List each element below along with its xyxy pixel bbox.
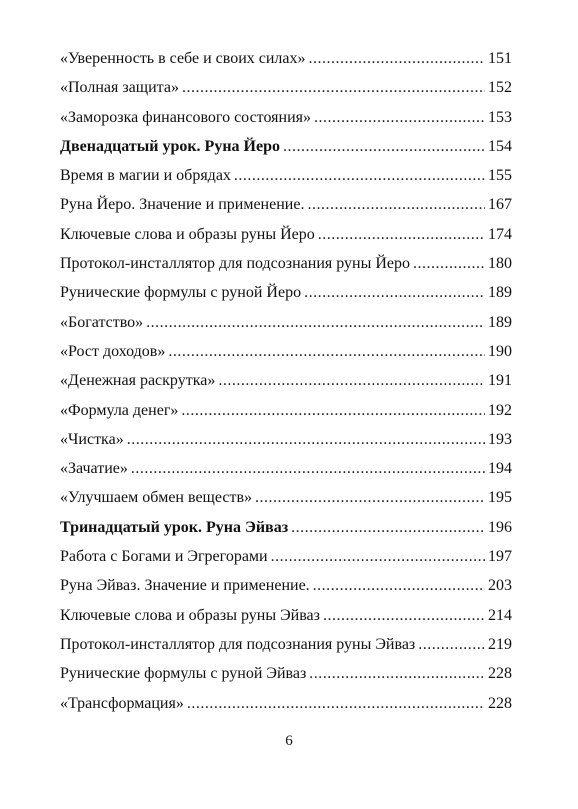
toc-entry-title: Работа с Богами и Эгрегорами	[60, 548, 268, 566]
toc-entry-page: 154	[488, 137, 512, 155]
toc-entry-title: «Заморозка финансового состояния»	[60, 108, 311, 126]
toc-chapter-entry[interactable]	[60, 132, 512, 161]
toc-dot-leader	[283, 132, 485, 161]
toc-entry[interactable]	[60, 571, 512, 600]
toc-entry-title: «Улучшаем обмен веществ»	[60, 489, 253, 507]
toc-dot-leader	[168, 337, 485, 366]
toc-dot-leader	[304, 278, 485, 307]
toc-dot-leader	[313, 571, 485, 600]
toc-entry[interactable]	[60, 278, 512, 307]
toc-dot-leader	[291, 513, 485, 542]
toc-entry-page: 203	[488, 577, 512, 595]
toc-entry[interactable]	[60, 396, 512, 425]
toc-entry-title: «Зачатие»	[60, 460, 128, 478]
toc-entry-title: Ключевые слова и образы руны Йеро	[60, 225, 315, 243]
toc-entry-title: «Формула денег»	[60, 401, 179, 419]
toc-entry-page: 196	[488, 518, 512, 536]
toc-dot-leader	[181, 396, 485, 425]
toc-dot-leader	[271, 542, 485, 571]
toc-entry-page: 153	[488, 108, 512, 126]
toc-entry-page: 194	[488, 460, 512, 478]
page-number: 6	[285, 733, 293, 749]
toc-dot-leader	[323, 601, 485, 630]
toc-chapter-title: Тринадцатый урок. Руна Эйваз	[60, 518, 289, 536]
toc-entry-page: 174	[488, 225, 512, 243]
toc-entry-page: 167	[488, 196, 512, 214]
toc-entry-title: «Трансформация»	[60, 694, 184, 712]
toc-entry-title: «Уверенность в себе и своих силах»	[60, 50, 306, 67]
toc-entry-page: 197	[488, 548, 512, 566]
toc-dot-leader	[234, 161, 485, 190]
toc-entry-title: Протокол-инсталлятор для подсознания руны Йеро	[60, 255, 411, 273]
toc-entry-page: 152	[488, 79, 512, 97]
toc-entry-page: 189	[488, 284, 512, 302]
toc-entry-page: 228	[488, 694, 512, 712]
toc-entry-page: 180	[488, 255, 512, 273]
toc-entry-title: Протокол-инсталлятор для подсознания руны Эйваз	[60, 635, 416, 653]
toc-entry[interactable]	[60, 190, 512, 219]
toc-entry[interactable]	[60, 425, 512, 454]
table-of-contents	[60, 44, 512, 718]
toc-entry[interactable]	[60, 73, 512, 102]
toc-dot-leader	[309, 659, 485, 688]
toc-entry[interactable]	[60, 337, 512, 366]
toc-dot-leader	[314, 103, 485, 132]
toc-dot-leader	[131, 454, 485, 483]
toc-entry-title: Время в магии и обрядах	[60, 167, 231, 185]
toc-dot-leader	[182, 73, 485, 102]
toc-dot-leader	[218, 366, 485, 395]
toc-entry[interactable]	[60, 689, 512, 718]
toc-entry-page: 219	[488, 635, 512, 653]
toc-entry[interactable]	[60, 542, 512, 571]
toc-entry-page: 189	[488, 313, 512, 331]
toc-dot-leader	[418, 630, 485, 659]
toc-entry-title: Руна Эйваз. Значение и применение.	[60, 577, 310, 595]
toc-entry-title: «Чистка»	[60, 430, 124, 448]
toc-entry[interactable]	[60, 44, 512, 73]
toc-entry-title: Рунические формулы с руной Йеро	[60, 284, 302, 302]
toc-entry-page: 190	[488, 342, 512, 360]
toc-entry[interactable]	[60, 103, 512, 132]
toc-dot-leader	[309, 44, 485, 73]
toc-entry-title: «Полная защита»	[60, 79, 179, 97]
toc-entry[interactable]	[60, 659, 512, 688]
toc-dot-leader	[318, 220, 485, 249]
toc-chapter-entry[interactable]	[60, 513, 512, 542]
toc-entry[interactable]	[60, 454, 512, 483]
toc-entry-page: 193	[488, 430, 512, 448]
toc-entry-title: «Богатство»	[60, 313, 144, 331]
toc-dot-leader	[146, 308, 485, 337]
toc-entry-page: 191	[488, 372, 512, 390]
toc-entry-title: «Денежная раскрутка»	[60, 372, 216, 390]
toc-entry-page: 228	[488, 665, 512, 683]
toc-entry[interactable]	[60, 161, 512, 190]
toc-entry[interactable]	[60, 366, 512, 395]
toc-dot-leader	[187, 689, 485, 718]
toc-dot-leader	[413, 249, 485, 278]
toc-dot-leader	[307, 190, 485, 219]
toc-entry[interactable]	[60, 630, 512, 659]
toc-entry[interactable]	[60, 308, 512, 337]
toc-entry-page: 155	[488, 167, 512, 185]
toc-entry-page: 214	[488, 606, 512, 624]
toc-entry[interactable]	[60, 249, 512, 278]
toc-entry-page: 151	[488, 50, 512, 67]
toc-entry-page: 192	[488, 401, 512, 419]
toc-entry[interactable]	[60, 483, 512, 512]
toc-entry-title: Рунические формулы с руной Эйваз	[60, 665, 307, 683]
toc-entry[interactable]	[60, 601, 512, 630]
toc-dot-leader	[255, 483, 485, 512]
toc-entry-title: «Рост доходов»	[60, 342, 166, 360]
toc-entry-title: Ключевые слова и образы руны Эйваз	[60, 606, 320, 624]
toc-dot-leader	[127, 425, 485, 454]
toc-chapter-title: Двенадцатый урок. Руна Йеро	[60, 137, 280, 155]
toc-entry-page: 195	[488, 489, 512, 507]
toc-entry-title: Руна Йеро. Значение и применение.	[60, 196, 305, 214]
toc-entry[interactable]	[60, 220, 512, 249]
